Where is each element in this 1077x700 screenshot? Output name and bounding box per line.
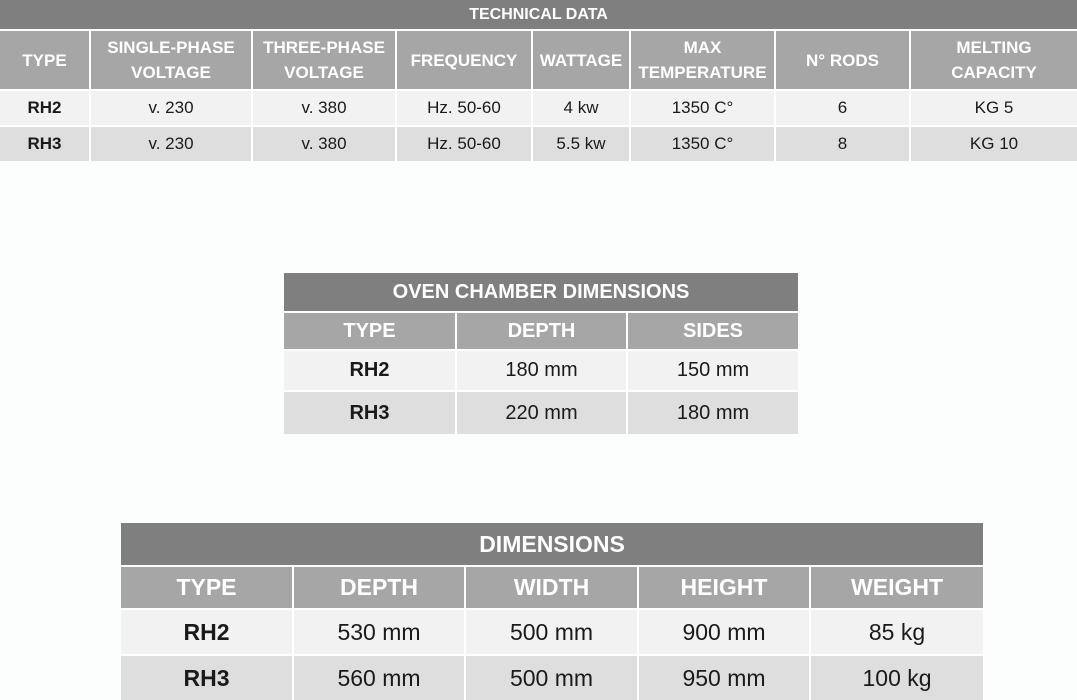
- cell-sides: 150 mm: [627, 350, 798, 391]
- cell-three-phase-voltage: v. 380: [252, 126, 396, 161]
- table-row: [0, 126, 1077, 161]
- cell-type: RH2: [121, 609, 293, 655]
- oven-chamber-table: [284, 273, 798, 434]
- cell-rods: 8: [775, 126, 910, 161]
- header-rods: N° RODS: [775, 30, 910, 90]
- table-row: [121, 609, 983, 655]
- cell-depth: 530 mm: [293, 609, 465, 655]
- header-depth: DEPTH: [293, 566, 465, 609]
- header-type: TYPE: [121, 566, 293, 609]
- cell-three-phase-voltage: v. 380: [252, 90, 396, 126]
- cell-type: RH3: [284, 391, 456, 434]
- cell-type: RH2: [284, 350, 456, 391]
- oven-chamber-title: OVEN CHAMBER DIMENSIONS: [392, 280, 690, 303]
- header-three-phase-voltage: THREE-PHASE VOLTAGE: [252, 30, 396, 90]
- cell-depth: 180 mm: [456, 350, 627, 391]
- technical-data-title: TECHNICAL DATA: [469, 5, 608, 23]
- cell-single-phase-voltage: v. 230: [90, 90, 252, 126]
- header-max-temperature: MAX TEMPERATURE: [630, 30, 775, 90]
- table-row: [284, 350, 798, 391]
- cell-max-temperature: 1350 C°: [630, 126, 775, 161]
- cell-type: RH2: [0, 90, 90, 126]
- header-type: TYPE: [0, 30, 90, 90]
- cell-height: 950 mm: [638, 655, 810, 700]
- dimensions-table: [121, 523, 983, 700]
- cell-rods: 6: [775, 90, 910, 126]
- header-melting-capacity: MELTING CAPACITY: [910, 30, 1077, 90]
- dimensions-title: DIMENSIONS: [479, 530, 625, 557]
- cell-frequency: Hz. 50-60: [396, 90, 532, 126]
- header-sides: SIDES: [627, 312, 798, 350]
- header-height: HEIGHT: [638, 566, 810, 609]
- cell-depth: 220 mm: [456, 391, 627, 434]
- cell-width: 500 mm: [465, 655, 638, 700]
- table-row: [121, 655, 983, 700]
- header-width: WIDTH: [465, 566, 638, 609]
- cell-weight: 100 kg: [810, 655, 983, 700]
- cell-type: RH3: [0, 126, 90, 161]
- cell-weight: 85 kg: [810, 609, 983, 655]
- cell-melting-capacity: KG 10: [910, 126, 1077, 161]
- cell-max-temperature: 1350 C°: [630, 90, 775, 126]
- table-row: [0, 90, 1077, 126]
- cell-wattage: 4 kw: [532, 90, 630, 126]
- cell-single-phase-voltage: v. 230: [90, 126, 252, 161]
- technical-data-table: [0, 0, 1077, 161]
- cell-width: 500 mm: [465, 609, 638, 655]
- header-depth: DEPTH: [456, 312, 627, 350]
- header-wattage: WATTAGE: [532, 30, 630, 90]
- cell-sides: 180 mm: [627, 391, 798, 434]
- header-type: TYPE: [284, 312, 456, 350]
- header-weight: WEIGHT: [810, 566, 983, 609]
- cell-type: RH3: [121, 655, 293, 700]
- cell-melting-capacity: KG 5: [910, 90, 1077, 126]
- cell-depth: 560 mm: [293, 655, 465, 700]
- cell-frequency: Hz. 50-60: [396, 126, 532, 161]
- cell-wattage: 5.5 kw: [532, 126, 630, 161]
- cell-height: 900 mm: [638, 609, 810, 655]
- header-frequency: FREQUENCY: [396, 30, 532, 90]
- table-row: [284, 391, 798, 434]
- header-single-phase-voltage: SINGLE-PHASE VOLTAGE: [90, 30, 252, 90]
